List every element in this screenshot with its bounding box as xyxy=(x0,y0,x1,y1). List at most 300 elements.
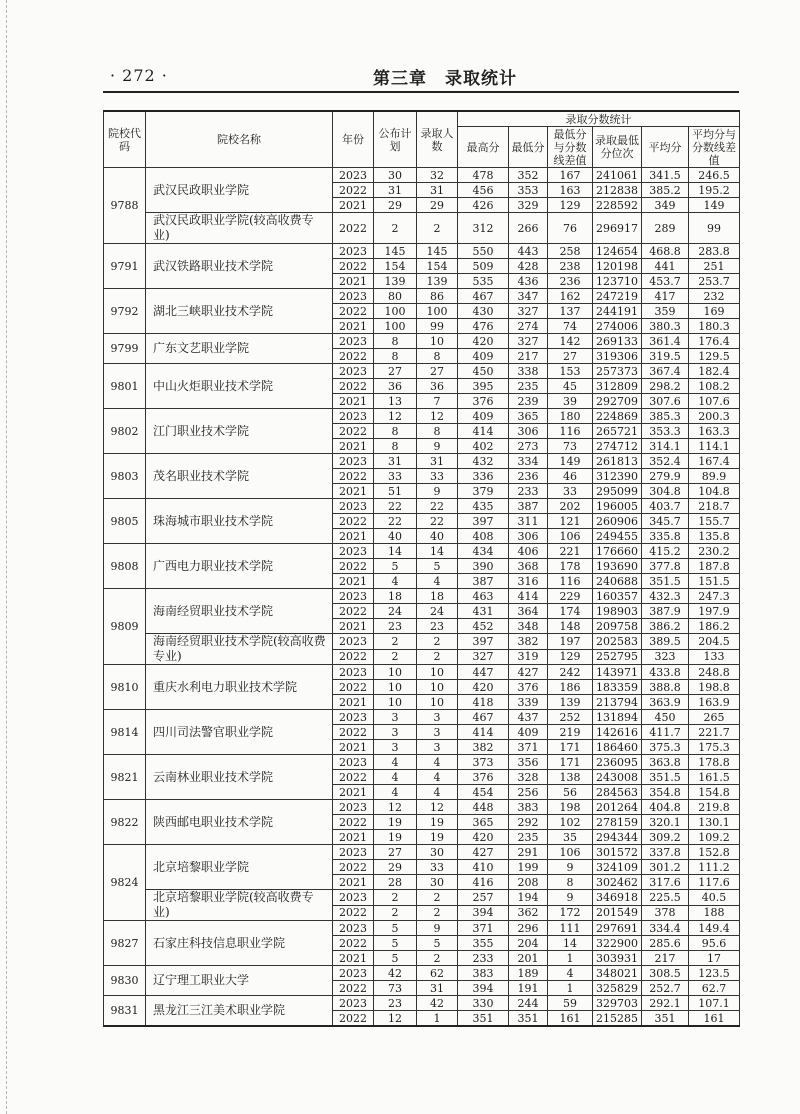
table-cell: 253.7 xyxy=(689,274,740,289)
table-cell: 160357 xyxy=(593,589,642,604)
table-cell: 9 xyxy=(548,860,593,875)
table-cell: 2023 xyxy=(333,409,374,424)
table-cell: 403.7 xyxy=(642,499,689,514)
table-cell: 365 xyxy=(458,815,509,830)
table-cell: 411.7 xyxy=(642,725,689,740)
table-cell: 95.6 xyxy=(689,936,740,951)
table-cell: 351 xyxy=(509,1011,548,1027)
table-cell: 175.3 xyxy=(689,740,740,755)
table-cell: 35 xyxy=(548,830,593,845)
table-row xyxy=(104,755,740,770)
table-cell: 379 xyxy=(458,484,509,499)
school-name: 海南经贸职业技术学院(较高收费专业) xyxy=(146,634,333,665)
table-cell: 8 xyxy=(374,424,417,439)
table-cell: 73 xyxy=(374,981,417,996)
table-cell: 3 xyxy=(417,740,458,755)
table-cell: 111.2 xyxy=(689,860,740,875)
table-cell: 109.2 xyxy=(689,830,740,845)
header-plan: 公布计划 xyxy=(374,111,417,168)
table-cell: 292.1 xyxy=(642,996,689,1011)
table-cell: 2023 xyxy=(333,334,374,349)
table-cell: 178 xyxy=(548,559,593,574)
table-cell: 351 xyxy=(458,1011,509,1027)
table-cell: 201549 xyxy=(593,905,642,921)
table-cell: 5 xyxy=(374,559,417,574)
table-cell: 238 xyxy=(548,259,593,274)
table-cell: 149 xyxy=(548,454,593,469)
table-cell: 239 xyxy=(509,394,548,409)
table-cell: 183359 xyxy=(593,680,642,695)
table-cell: 2022 xyxy=(333,183,374,198)
table-cell: 161.5 xyxy=(689,770,740,785)
table-cell: 420 xyxy=(458,830,509,845)
table-cell: 301.2 xyxy=(642,860,689,875)
table-cell: 246.5 xyxy=(689,168,740,183)
table-cell: 169 xyxy=(689,304,740,319)
table-cell: 319306 xyxy=(593,349,642,364)
table-cell: 2022 xyxy=(333,514,374,529)
school-name: 海南经贸职业技术学院 xyxy=(146,589,333,634)
header-name: 院校名称 xyxy=(146,111,333,168)
table-cell: 409 xyxy=(458,349,509,364)
table-cell: 434 xyxy=(458,544,509,559)
table-cell: 295099 xyxy=(593,484,642,499)
table-cell: 2023 xyxy=(333,845,374,860)
table-cell: 394 xyxy=(458,905,509,921)
school-name: 武汉铁路职业技术学院 xyxy=(146,244,333,289)
table-cell: 2021 xyxy=(333,529,374,544)
school-code: 9803 xyxy=(104,454,146,499)
table-cell: 2023 xyxy=(333,289,374,304)
table-cell: 278159 xyxy=(593,815,642,830)
table-cell: 100 xyxy=(374,319,417,334)
table-cell: 142 xyxy=(548,334,593,349)
table-cell: 437 xyxy=(509,710,548,725)
table-cell: 14 xyxy=(548,936,593,951)
table-cell: 73 xyxy=(548,439,593,454)
table-cell: 31 xyxy=(417,454,458,469)
table-cell: 111 xyxy=(548,921,593,936)
table-cell: 296 xyxy=(509,921,548,936)
table-cell: 284563 xyxy=(593,785,642,800)
table-cell: 354.8 xyxy=(642,785,689,800)
table-cell: 229 xyxy=(548,589,593,604)
table-cell: 2021 xyxy=(333,830,374,845)
school-code: 9792 xyxy=(104,289,146,334)
table-cell: 56 xyxy=(548,785,593,800)
table-cell: 197 xyxy=(548,634,593,650)
table-cell: 453.7 xyxy=(642,274,689,289)
table-cell: 89.9 xyxy=(689,469,740,484)
table-cell: 468.8 xyxy=(642,244,689,259)
table-cell: 387.9 xyxy=(642,604,689,619)
table-row xyxy=(104,168,740,183)
table-cell: 154.8 xyxy=(689,785,740,800)
school-name: 广西电力职业技术学院 xyxy=(146,544,333,589)
table-cell: 2021 xyxy=(333,785,374,800)
table-cell: 196005 xyxy=(593,499,642,514)
table-cell: 265721 xyxy=(593,424,642,439)
table-cell: 19 xyxy=(417,815,458,830)
table-cell: 167.4 xyxy=(689,454,740,469)
table-cell: 27 xyxy=(374,845,417,860)
table-cell: 2022 xyxy=(333,725,374,740)
table-cell: 463 xyxy=(458,589,509,604)
header-avg-diff: 平均分与分数线差值 xyxy=(689,127,740,168)
table-cell: 257 xyxy=(458,890,509,906)
table-cell: 100 xyxy=(374,304,417,319)
table-cell: 2023 xyxy=(333,755,374,770)
table-cell: 355 xyxy=(458,936,509,951)
table-cell: 13 xyxy=(374,394,417,409)
table-cell: 323 xyxy=(642,649,689,665)
table-cell: 145 xyxy=(417,244,458,259)
header-max: 最高分 xyxy=(458,127,509,168)
table-cell: 329703 xyxy=(593,996,642,1011)
header-rule xyxy=(103,91,739,93)
table-cell: 198 xyxy=(548,800,593,815)
table-cell: 1 xyxy=(417,1011,458,1027)
table-cell: 7 xyxy=(417,394,458,409)
table-cell: 217 xyxy=(509,349,548,364)
table-cell: 359 xyxy=(642,304,689,319)
table-cell: 382 xyxy=(458,740,509,755)
table-row xyxy=(104,634,740,650)
table-cell: 312809 xyxy=(593,379,642,394)
table-cell: 19 xyxy=(374,815,417,830)
table-cell: 8 xyxy=(374,349,417,364)
header-min-diff: 最低分与分数线差值 xyxy=(548,127,593,168)
table-cell: 4 xyxy=(417,770,458,785)
table-cell: 266 xyxy=(509,213,548,244)
table-row xyxy=(104,890,740,906)
table-cell: 40.5 xyxy=(689,890,740,906)
table-cell: 361.4 xyxy=(642,334,689,349)
table-cell: 155.7 xyxy=(689,514,740,529)
table-cell: 3 xyxy=(417,710,458,725)
table-cell: 4 xyxy=(548,966,593,981)
table-row xyxy=(104,800,740,815)
table-cell: 417 xyxy=(642,289,689,304)
table-cell: 2022 xyxy=(333,936,374,951)
table-cell: 19 xyxy=(374,830,417,845)
table-cell: 334.4 xyxy=(642,921,689,936)
table-cell: 100 xyxy=(417,304,458,319)
table-cell: 186 xyxy=(548,680,593,695)
table-cell: 51 xyxy=(374,484,417,499)
table-cell: 2023 xyxy=(333,454,374,469)
table-cell: 230.2 xyxy=(689,544,740,559)
table-cell: 145 xyxy=(374,244,417,259)
table-cell: 2021 xyxy=(333,875,374,890)
table-row xyxy=(104,710,740,725)
table-cell: 171 xyxy=(548,755,593,770)
table-cell: 408 xyxy=(458,529,509,544)
table-cell: 202 xyxy=(548,499,593,514)
table-cell: 324109 xyxy=(593,860,642,875)
table-cell: 148 xyxy=(548,619,593,634)
table-cell: 348021 xyxy=(593,966,642,981)
table-cell: 2022 xyxy=(333,379,374,394)
table-cell: 364 xyxy=(509,604,548,619)
table-cell: 80 xyxy=(374,289,417,304)
table-cell: 129.5 xyxy=(689,349,740,364)
table-cell: 4 xyxy=(417,785,458,800)
table-cell: 22 xyxy=(374,499,417,514)
table-cell: 176.4 xyxy=(689,334,740,349)
table-cell: 368 xyxy=(509,559,548,574)
table-cell: 76 xyxy=(548,213,593,244)
table-cell: 416 xyxy=(458,875,509,890)
table-cell: 390 xyxy=(458,559,509,574)
table-cell: 24 xyxy=(417,604,458,619)
table-cell: 102 xyxy=(548,815,593,830)
table-cell: 23 xyxy=(374,996,417,1011)
table-cell: 345.7 xyxy=(642,514,689,529)
table-cell: 385.2 xyxy=(642,183,689,198)
table-body xyxy=(104,168,740,1027)
table-cell: 291 xyxy=(509,845,548,860)
table-cell: 292 xyxy=(509,815,548,830)
table-cell: 161 xyxy=(689,1011,740,1027)
table-cell: 351 xyxy=(642,1011,689,1027)
table-cell: 247.3 xyxy=(689,589,740,604)
table-cell: 221.7 xyxy=(689,725,740,740)
table-cell: 228592 xyxy=(593,198,642,213)
table-cell: 235 xyxy=(509,379,548,394)
table-cell: 371 xyxy=(509,740,548,755)
school-name: 陕西邮电职业技术学院 xyxy=(146,800,333,845)
table-cell: 274006 xyxy=(593,319,642,334)
table-cell: 204 xyxy=(509,936,548,951)
table-cell: 2022 xyxy=(333,559,374,574)
table-cell: 74 xyxy=(548,319,593,334)
table-cell: 4 xyxy=(374,755,417,770)
table-cell: 346918 xyxy=(593,890,642,906)
table-cell: 2023 xyxy=(333,665,374,680)
table-cell: 235 xyxy=(509,830,548,845)
header-score-group: 录取分数统计 xyxy=(458,111,740,127)
table-cell: 33 xyxy=(548,484,593,499)
table-cell: 353.3 xyxy=(642,424,689,439)
table-cell: 36 xyxy=(417,379,458,394)
table-cell: 2021 xyxy=(333,951,374,966)
table-row xyxy=(104,334,740,349)
header-min-rank: 录取最低分位次 xyxy=(593,127,642,168)
table-cell: 186.2 xyxy=(689,619,740,634)
table-cell: 18 xyxy=(374,589,417,604)
table-row xyxy=(104,921,740,936)
table-cell: 29 xyxy=(417,198,458,213)
table-cell: 153 xyxy=(548,364,593,379)
table-cell: 2021 xyxy=(333,695,374,710)
table-cell: 319 xyxy=(509,649,548,665)
table-cell: 256 xyxy=(509,785,548,800)
table-cell: 31 xyxy=(374,454,417,469)
table-cell: 415.2 xyxy=(642,544,689,559)
school-code: 9791 xyxy=(104,244,146,289)
table-cell: 5 xyxy=(417,936,458,951)
school-name: 珠海城市职业技术学院 xyxy=(146,499,333,544)
table-cell: 241061 xyxy=(593,168,642,183)
school-code: 9814 xyxy=(104,710,146,755)
table-cell: 509 xyxy=(458,259,509,274)
table-cell: 2023 xyxy=(333,996,374,1011)
table-cell: 198.8 xyxy=(689,680,740,695)
table-cell: 2022 xyxy=(333,259,374,274)
table-cell: 14 xyxy=(417,544,458,559)
table-cell: 382 xyxy=(509,634,548,650)
table-cell: 2 xyxy=(417,213,458,244)
table-cell: 4 xyxy=(417,574,458,589)
school-name: 武汉民政职业学院(较高收费专业) xyxy=(146,213,333,244)
table-cell: 363.8 xyxy=(642,755,689,770)
table-cell: 104.8 xyxy=(689,484,740,499)
table-cell: 1 xyxy=(548,951,593,966)
table-cell: 420 xyxy=(458,680,509,695)
table-cell: 2021 xyxy=(333,484,374,499)
table-cell: 2 xyxy=(374,649,417,665)
table-cell: 362 xyxy=(509,905,548,921)
table-cell: 4 xyxy=(417,755,458,770)
table-cell: 236 xyxy=(509,469,548,484)
table-cell: 191 xyxy=(509,981,548,996)
table-cell: 3 xyxy=(374,725,417,740)
table-row xyxy=(104,966,740,981)
table-cell: 32 xyxy=(417,168,458,183)
table-cell: 117.6 xyxy=(689,875,740,890)
table-cell: 373 xyxy=(458,755,509,770)
table-cell: 2023 xyxy=(333,710,374,725)
table-cell: 4 xyxy=(374,770,417,785)
table-cell: 59 xyxy=(548,996,593,1011)
table-cell: 10 xyxy=(374,680,417,695)
table-cell: 249455 xyxy=(593,529,642,544)
table-cell: 30 xyxy=(417,875,458,890)
table-cell: 42 xyxy=(417,996,458,1011)
table-cell: 171 xyxy=(548,740,593,755)
table-cell: 352.4 xyxy=(642,454,689,469)
table-cell: 383 xyxy=(509,800,548,815)
table-cell: 351.5 xyxy=(642,770,689,785)
table-cell: 236 xyxy=(548,274,593,289)
table-cell: 351.5 xyxy=(642,574,689,589)
table-cell: 428 xyxy=(509,259,548,274)
table-cell: 8 xyxy=(548,875,593,890)
table-cell: 224869 xyxy=(593,409,642,424)
table-cell: 352 xyxy=(509,168,548,183)
table-cell: 114.1 xyxy=(689,439,740,454)
table-cell: 143971 xyxy=(593,665,642,680)
table-cell: 2 xyxy=(417,905,458,921)
table-cell: 107.6 xyxy=(689,394,740,409)
table-cell: 244191 xyxy=(593,304,642,319)
table-cell: 2023 xyxy=(333,244,374,259)
table-cell: 19 xyxy=(417,830,458,845)
school-name: 重庆水利电力职业技术学院 xyxy=(146,665,333,710)
table-cell: 285.6 xyxy=(642,936,689,951)
table-cell: 163 xyxy=(548,183,593,198)
table-cell: 2021 xyxy=(333,439,374,454)
table-cell: 2022 xyxy=(333,424,374,439)
table-cell: 10 xyxy=(374,695,417,710)
table-cell: 12 xyxy=(374,409,417,424)
table-cell: 414 xyxy=(458,725,509,740)
table-cell: 163.3 xyxy=(689,424,740,439)
table-row xyxy=(104,454,740,469)
table-cell: 209758 xyxy=(593,619,642,634)
table-cell: 2022 xyxy=(333,770,374,785)
table-cell: 120198 xyxy=(593,259,642,274)
table-cell: 124654 xyxy=(593,244,642,259)
table-cell: 198903 xyxy=(593,604,642,619)
table-cell: 3 xyxy=(374,710,417,725)
table-cell: 12 xyxy=(417,800,458,815)
table-cell: 454 xyxy=(458,785,509,800)
table-cell: 427 xyxy=(509,665,548,680)
table-cell: 2022 xyxy=(333,649,374,665)
school-code: 9801 xyxy=(104,364,146,409)
table-cell: 443 xyxy=(509,244,548,259)
table-cell: 2022 xyxy=(333,680,374,695)
table-cell: 200.3 xyxy=(689,409,740,424)
table-cell: 86 xyxy=(417,289,458,304)
table-cell: 106 xyxy=(548,529,593,544)
table-cell: 138 xyxy=(548,770,593,785)
table-cell: 387 xyxy=(458,574,509,589)
table-cell: 201264 xyxy=(593,800,642,815)
table-cell: 10 xyxy=(374,665,417,680)
table-cell: 215285 xyxy=(593,1011,642,1027)
table-cell: 353 xyxy=(509,183,548,198)
table-cell: 107.1 xyxy=(689,996,740,1011)
table-cell: 397 xyxy=(458,514,509,529)
table-cell: 247219 xyxy=(593,289,642,304)
table-row xyxy=(104,364,740,379)
table-cell: 33 xyxy=(374,469,417,484)
table-cell: 341.5 xyxy=(642,168,689,183)
table-cell: 2 xyxy=(417,649,458,665)
table-cell: 236095 xyxy=(593,755,642,770)
table-cell: 178.8 xyxy=(689,755,740,770)
table-cell: 193690 xyxy=(593,559,642,574)
table-cell: 283.8 xyxy=(689,244,740,259)
table-cell: 349 xyxy=(642,198,689,213)
table-cell: 133 xyxy=(689,649,740,665)
table-cell: 274712 xyxy=(593,439,642,454)
table-cell: 363.9 xyxy=(642,695,689,710)
table-cell: 2023 xyxy=(333,634,374,650)
table-cell: 273 xyxy=(509,439,548,454)
table-cell: 2023 xyxy=(333,544,374,559)
school-name: 北京培黎职业学院(较高收费专业) xyxy=(146,890,333,921)
table-cell: 180.3 xyxy=(689,319,740,334)
table-cell: 550 xyxy=(458,244,509,259)
table-cell: 182.4 xyxy=(689,364,740,379)
table-cell: 328 xyxy=(509,770,548,785)
school-code: 9824 xyxy=(104,845,146,921)
table-cell: 448 xyxy=(458,800,509,815)
table-cell: 243008 xyxy=(593,770,642,785)
table-cell: 1 xyxy=(548,981,593,996)
table-cell: 149 xyxy=(689,198,740,213)
table-cell: 152.8 xyxy=(689,845,740,860)
table-cell: 131894 xyxy=(593,710,642,725)
school-code: 9821 xyxy=(104,755,146,800)
table-cell: 8 xyxy=(374,439,417,454)
table-row xyxy=(104,996,740,1011)
table-cell: 431 xyxy=(458,604,509,619)
